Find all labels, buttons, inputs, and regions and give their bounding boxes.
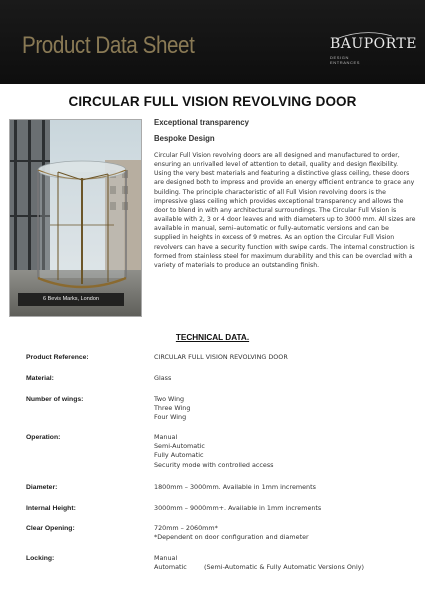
logo-swoosh-icon	[334, 30, 394, 40]
logo-tag-line-2: ENTRANCES	[330, 60, 361, 65]
logo-wordmark: BAUPORTE	[330, 36, 417, 52]
spec-value-line: Two Wing	[154, 395, 185, 403]
spec-value-line: Semi-Automatic	[154, 442, 205, 451]
spec-label-number-of-wings: Number of wings:	[26, 396, 84, 403]
logo-tagline	[330, 55, 360, 65]
revolving-door-image	[10, 120, 141, 316]
spec-value-line: Fully Automatic	[154, 451, 204, 460]
spec-value-product-reference	[154, 353, 288, 362]
header-title: Product Data Sheet	[22, 32, 195, 59]
spec-value-number-of-wings	[154, 395, 190, 423]
spec-value-line: 1800mm – 3000mm. Available in 1mm increments	[154, 483, 316, 491]
spec-value-clear-opening	[154, 524, 309, 542]
technical-data-title: TECHNICAL DATA.	[175, 333, 250, 342]
spec-value-line: 3000mm – 9000mm+. Available in 1mm increments	[154, 504, 322, 512]
spec-value-material	[154, 374, 171, 383]
spec-label-product-reference: Product Reference:	[26, 354, 89, 361]
product-description: Circular Full Vision revolving doors are all designed and manufactured to order, ensuring an unrivalled level of attention to detail, quality and design flexibility. Using the very best materials and featuring a distinctive glass ceiling, these doors are designed both to impress and provide an energy efficient entrance to grace any building. The principle characteristic of all Full Vision revolving doors is the impressive glass ceiling which provides exceptional transparency and allows the door to blend in with any architectural surroundings. The Circular Full Vision is available with 2, 3 or 4 door leaves and with diameters up to 3000 mm. All sizes are available in manual, semi–automatic or fully-automatic versions and can be supplied in heights in excess of 9 metres. As an option the Circular Full Vision revolvers can have a security function with swipe cards. The internal construction is formed from stainless steel for maximum durability and this can be overclad with a variety of materials to produce an outstanding finish.	[154, 152, 416, 269]
heading-exceptional-transparency: Exceptional transparency	[154, 118, 249, 127]
spec-value-line: CIRCULAR FULL VISION REVOLVING DOOR	[154, 353, 288, 361]
spec-value-line: Manual	[154, 554, 178, 562]
document-title: CIRCULAR FULL VISION REVOLVING DOOR	[68, 94, 357, 109]
spec-label-operation: Operation:	[26, 434, 61, 441]
spec-value-line: Three Wing	[154, 404, 191, 413]
spec-label-internal-height: Internal Height:	[26, 505, 76, 512]
spec-label-locking: Locking:	[26, 555, 55, 562]
spec-value-line: *Dependent on door configuration and diameter	[154, 533, 309, 542]
spec-value-line: Security mode with controlled access	[154, 460, 274, 469]
product-photo	[9, 119, 142, 317]
spec-label-clear-opening: Clear Opening:	[26, 525, 75, 532]
spec-value-line: Glass	[154, 374, 172, 382]
spec-label-diameter: Diameter:	[26, 484, 58, 491]
spec-value-locking	[154, 554, 365, 572]
spec-value-line: Four Wing	[154, 413, 187, 422]
bauporte-logo	[330, 36, 417, 70]
spec-value-operation	[154, 433, 274, 470]
header-banner	[0, 0, 425, 84]
logo-tag-line-1: DESIGN	[330, 55, 349, 60]
spec-value-line: Manual	[154, 433, 178, 441]
locking-note: (Semi-Automatic & Fully Automatic Versions Only)	[204, 563, 365, 572]
spec-value-diameter	[154, 483, 316, 492]
spec-value-text: Automatic	[154, 563, 187, 572]
spec-value-line: 720mm – 2060mm*	[154, 524, 218, 532]
heading-bespoke-design: Bespoke Design	[154, 134, 215, 143]
spec-label-material: Material:	[26, 375, 54, 382]
spec-value-line-automatic	[154, 563, 365, 572]
spec-value-internal-height	[154, 504, 321, 513]
photo-caption: 6 Bevis Marks, London	[18, 293, 124, 306]
